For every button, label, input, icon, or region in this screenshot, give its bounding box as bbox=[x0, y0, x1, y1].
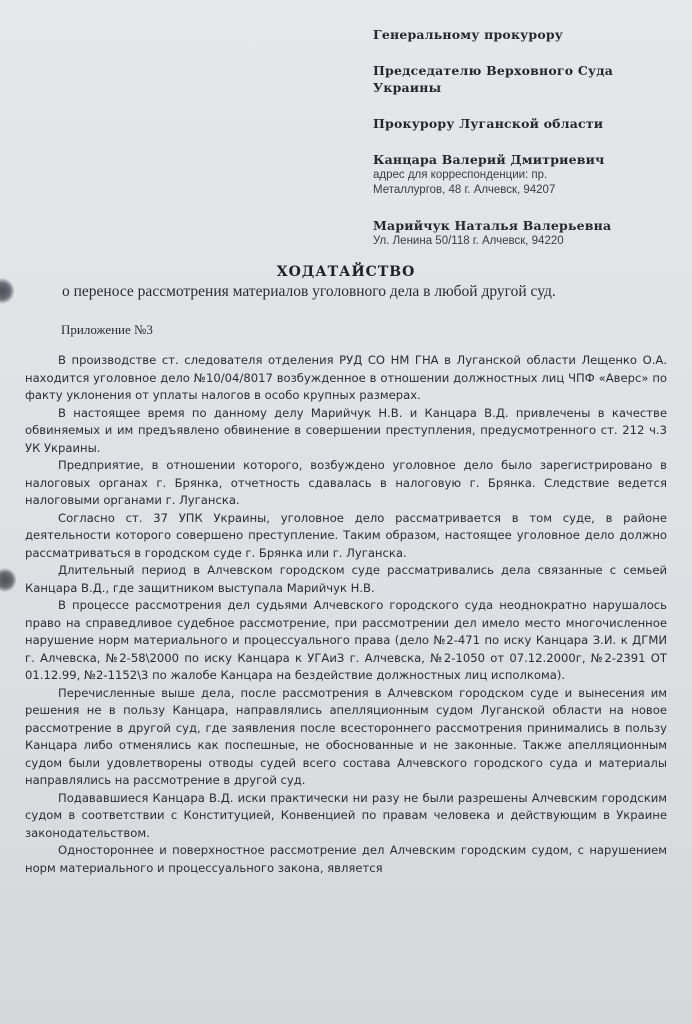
sender-1 bbox=[373, 151, 683, 198]
punch-hole-mark bbox=[0, 568, 16, 592]
sender-address: Ул. Ленина 50/118 г. Алчевск, 94220 bbox=[373, 235, 564, 247]
addressee-lugansk-prosecutor: Прокурору Луганской области bbox=[373, 116, 604, 131]
addressee-block bbox=[373, 26, 683, 268]
document-body bbox=[25, 352, 667, 877]
addressee-supreme-court: Председателю Верховного Суда Украины bbox=[373, 63, 614, 95]
paragraph: В настоящее время по данному делу Марийчук Н.В. и Канцара В.Д. привлечены в качестве обвиняемых и им предъявлено обвинение в совершении преступления, предусмотренного ст. 212 ч.3 УК Украины. bbox=[25, 405, 667, 455]
sender-2 bbox=[373, 217, 683, 249]
paragraph: Длительный период в Алчевском городском суде рассматривались дела связанные с семьей Канцара В.Д., где защитником выступала Марийчук Н.В. bbox=[25, 563, 667, 595]
paragraph: В производстве ст. следователя отделения РУД СО НМ ГНА в Луганской области Лещенко О.А. находится уголовное дело №10/04/8017 возбужденное в отношении должностных лиц ЧПФ «Аверс» по факту уклонения от уплаты налогов в особо крупных размерах. bbox=[25, 353, 667, 402]
paragraph: Подававшиеся Канцара В.Д. иски практически ни разу не были разрешены Алчевским городским судом в соответствии с Конституцией, Конвенцией по правам человека и действующим в Украине законодательством. bbox=[25, 790, 667, 840]
sender-name: Канцара Валерий Дмитриевич bbox=[373, 152, 605, 167]
sender-address: адрес для корреспонденции: пр. Металлургов, 48 г. Алчевск, 94207 bbox=[373, 169, 556, 196]
paragraph: Предприятие, в отношении которого, возбуждено уголовное дело было зарегистрировано в налоговых органах г. Брянка, отчетность сдавалась в налоговую г. Брянка. Следствие ведется налоговыми органами г. Луганска. bbox=[25, 458, 667, 507]
document-title: ХОДАТАЙСТВО bbox=[276, 264, 416, 280]
paragraph: Одностороннее и поверхностное рассмотрение дел Алчевским городским судом, с нарушением норм материального и процессуального закона, является bbox=[25, 843, 667, 875]
sender-name: Марийчук Наталья Валерьевна bbox=[373, 218, 612, 233]
addressee-prosecutor-general: Генеральному прокурору bbox=[373, 27, 563, 42]
paragraph: Перечисленные выше дела, после рассмотрения в Алчевском городском суде и вынесения им решения не в пользу Канцара, направлялись апелляционным судом Луганской области на новое рассмотрение в другой суд, где заявления после всестороннего рассмотрения принимались в пользу Канцара либо отменялись как поспешные, не обоснованные и не законные. Также апелляционным судом были удовлетворены отводы судей всего состава Алчевского городского суда и материалы направлялись на рассмотрение в другой суд. bbox=[25, 685, 667, 787]
paragraph: В процессе рассмотрения дел судьями Алчевского городского суда неоднократно нарушалось право на справедливое судебное рассмотрение, при рассмотрении дел имело место многочисленное нарушение норм материального и процессуального права (дело №2-471 по иску Канцара З.И. к ДГМИ г. Алчевска, №2-58\2000 по иску Канцара к УГАиЗ г. Алчевска, №2-1050 от 07.12.2000г, №2-2391 ОТ 01.12.99, №2-1152\3 по жалобе Канцара на бездействие должностных лиц исполкома). bbox=[25, 598, 667, 682]
document-subtitle: о переносе рассмотрения материалов уголовного дела в любой другой суд. bbox=[62, 283, 556, 300]
appendix-label: Приложение №3 bbox=[61, 322, 153, 337]
punch-hole-mark bbox=[0, 278, 14, 304]
paragraph: Согласно ст. 37 УПК Украины, уголовное дело рассматривается в том суде, в районе деятельности которого совершено преступление. Таким образом, настоящее уголовное дело должно рассматриваться в городском суде г. Брянка или г. Луганска. bbox=[25, 510, 667, 560]
